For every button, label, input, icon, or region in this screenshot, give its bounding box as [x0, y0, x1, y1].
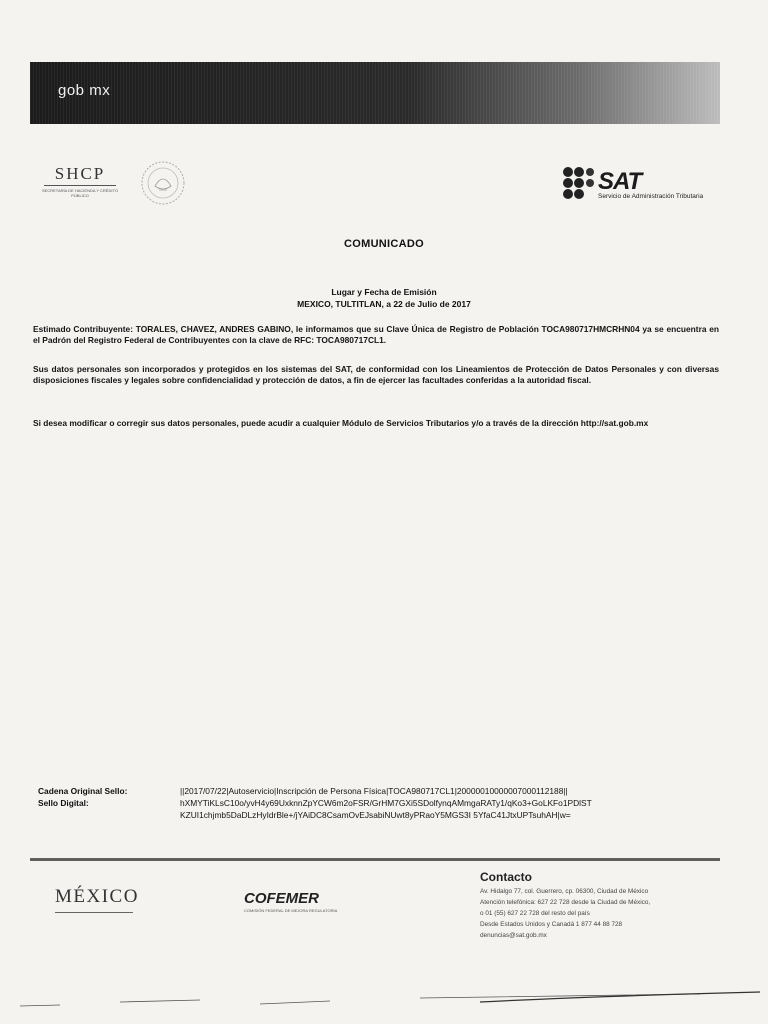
footer-divider: [30, 858, 720, 861]
document-title: COMUNICADO: [344, 238, 424, 250]
sello-digital-line-1: hXMYTiKLsC10o/yvH4y69UxknnZpYCW6m2oFSR/GrHM7GXi5SDolfynqAMmgaRATy1/qKo3+GoLKFo1PDlST: [180, 798, 592, 808]
contact-line: Av. Hidalgo 77, col. Guerrero, cp. 06300, Ciudad de México: [480, 888, 649, 895]
paragraph-datos-personales: Sus datos personales son incorporados y protegidos en los sistemas del SAT, de conformidad con los Lineamientos de Protección de Datos Personales y con diversas disposiciones fiscales y legales sobre confidencialidad y protección de datos, a fin de ejercer las facultades conferidas a la autoridad fiscal.: [33, 364, 719, 385]
cofemer-logo-subtitle: COMISIÓN FEDERAL DE MEJORA REGULATORIA: [244, 908, 338, 913]
paragraph-contribuyente: Estimado Contribuyente: TORALES, CHAVEZ, ANDRES GABINO, le informamos que su Clave Única de Registro de Población TOCA980717HMCRHN04 ya se encuentra en el Padrón del Registro Federal de Contribuyentes con la clave de RFC: TOCA980717CL1.: [33, 324, 719, 345]
lugar-fecha-label: Lugar y Fecha de Emisión: [331, 287, 437, 297]
contact-email: denuncias@sat.gob.mx: [480, 932, 547, 939]
sello-digital-line-2: KZUI1chjmb5DaDLzHyIdrBle+/jYAiDC8CsamOvEJsabiNUwt8yPRaoY5MGS3I 5YfaC41JtxUPTsuhAH|w=: [180, 810, 571, 820]
cofemer-logo: [244, 890, 337, 913]
paragraph-modificar-datos: Si desea modificar o corregir sus datos personales, puede acudir a cualquier Módulo de Servicios Tributarios y/o a través de la dirección http://sat.gob.mx: [33, 418, 649, 428]
cadena-original-value: ||2017/07/22|Autoservicio|Inscripción de Persona Física|TOCA980717CL1|20000010000007000112188||: [180, 786, 568, 796]
contact-line: Atención telefónica: 627 22 728 desde la Ciudad de México,: [480, 899, 651, 906]
shcp-logo-title: SHCP: [54, 164, 106, 183]
shcp-logo: [40, 164, 120, 204]
lugar-fecha-block: [0, 286, 768, 310]
contact-line: Desde Estados Unidos y Canadá 1 877 44 88 728: [480, 921, 623, 928]
mexico-logo: MÉXICO: [55, 886, 139, 907]
contact-heading: Contacto: [480, 870, 532, 884]
sat-dots-icon: [562, 166, 596, 200]
mexico-seal-icon: [140, 160, 186, 206]
scan-artifact-scribble: [0, 988, 768, 1018]
gob-site-label: gob mx: [58, 82, 111, 99]
lugar-fecha-value: MEXICO, TULTITLAN, a 22 de Julio de 2017: [297, 299, 471, 309]
shcp-logo-subtitle: SECRETARÍA DE HACIENDA Y CRÉDITO PÚBLICO: [42, 188, 118, 198]
mexico-logo-rule: [55, 912, 133, 913]
sat-logo-brand: SAT: [598, 168, 642, 195]
sello-digital-label: Sello Digital:: [38, 798, 89, 808]
cofemer-logo-brand: COFEMER: [244, 890, 319, 907]
cadena-original-label: Cadena Original Sello:: [38, 786, 128, 796]
sat-logo-subtitle: Servicio de Administración Tributaria: [598, 193, 704, 200]
gob-header-band: [30, 62, 720, 124]
shcp-logo-rule: [44, 185, 116, 186]
sat-logo: [562, 166, 732, 202]
contact-line: o 01 (55) 627 22 728 del resto del país: [480, 910, 590, 917]
